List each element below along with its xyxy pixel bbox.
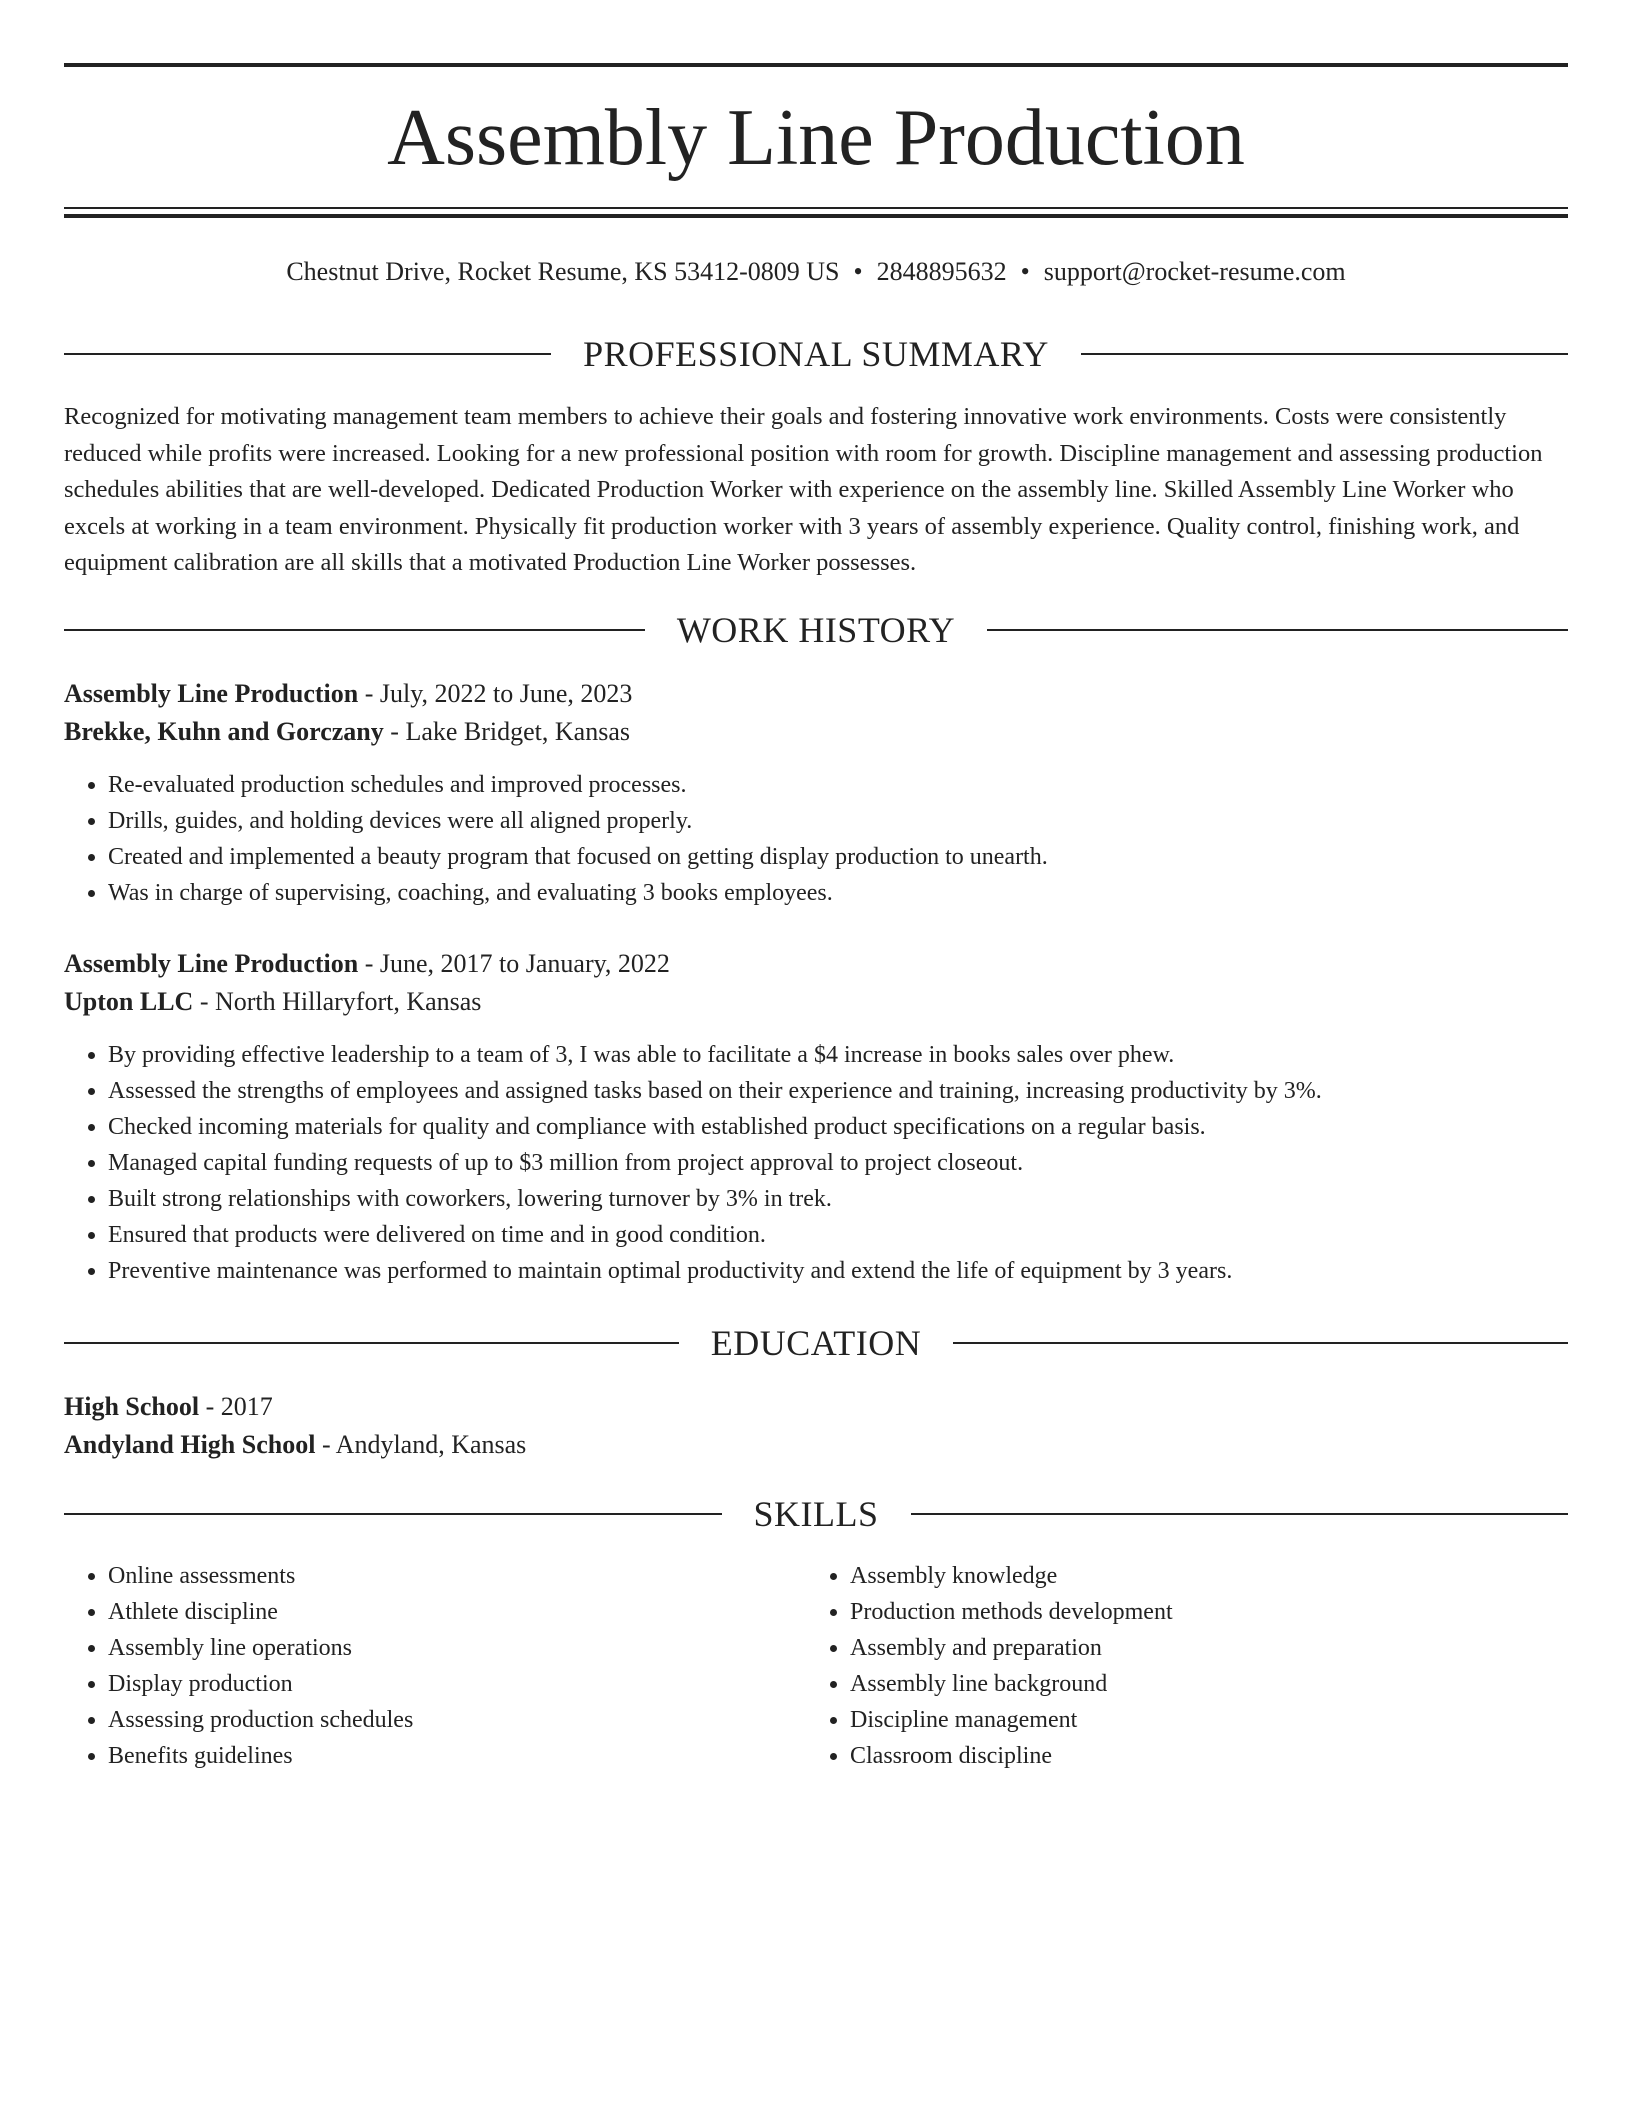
contact-phone: 2848895632 [876,257,1007,286]
job-title: Assembly Line Production [64,949,359,978]
section-rule-left [64,1513,722,1515]
education-school: Andyland High School [64,1430,316,1459]
section-rule-right [1081,353,1568,355]
job-bullets [64,1037,1568,1289]
job-bullet: • Checked incoming materials for quality and compliance with established product specifications on a regular basis. [108,1109,1568,1145]
job-bullet: • Preventive maintenance was performed to maintain optimal productivity and extend the life of equipment by 3 years. [108,1253,1568,1289]
education-school-line [64,1426,1568,1464]
section-title-summary: PROFESSIONAL SUMMARY [583,334,1049,374]
job-bullet: • By providing effective leadership to a team of 3, I was able to facilitate a $4 increase in books sales over phew. [108,1037,1568,1073]
skill-item: • Assembly knowledge [850,1558,1506,1594]
job-bullet: • Re-evaluated production schedules and improved processes. [108,767,1568,803]
skills-column-left [64,1558,764,1774]
double-rule [64,207,1568,219]
contact-separator: • [1020,257,1030,286]
skill-item: • Online assessments [108,1558,764,1594]
section-title-work: WORK HISTORY [676,610,956,650]
skill-item: • Benefits guidelines [108,1738,764,1774]
education-degree-line [64,1388,1568,1426]
job-dates: - June, 2017 to January, 2022 [358,949,670,978]
job-entry [64,945,1568,1289]
job-company-line [64,983,1568,1021]
section-header-education [64,1321,1568,1365]
section-header-skills [64,1492,1568,1536]
skill-item: • Discipline management [850,1702,1506,1738]
job-entry [64,675,1568,911]
skill-item: • Display production [108,1666,764,1702]
skills-list-right [806,1558,1506,1774]
contact-email: support@rocket-resume.com [1043,257,1346,286]
skill-item: • Assembly and preparation [850,1630,1506,1666]
job-location: - North Hillaryfort, Kansas [193,987,482,1016]
skill-item: • Classroom discipline [850,1738,1506,1774]
skill-item: • Assessing production schedules [108,1702,764,1738]
job-bullet: • Ensured that products were delivered on time and in good condition. [108,1217,1568,1253]
skill-item: • Assembly line background [850,1666,1506,1702]
skills-column-right [806,1558,1506,1774]
section-rule-left [64,629,645,631]
rule-thick [64,214,1568,218]
education-location: - Andyland, Kansas [315,1430,527,1459]
section-rule-right [911,1513,1569,1515]
contact-address: Chestnut Drive, Rocket Resume, KS 53412-0809 US [286,257,840,286]
skill-item: • Production methods development [850,1594,1506,1630]
summary-text: Recognized for motivating management team members to achieve their goals and fostering innovative work environments. Costs were consistently reduced while profits were increased. Looking for a new professional position with room for growth. Discipline management and assessing production schedules abilities that are well-developed. Dedicated Production Worker with experience on the assembly line. Skilled Assembly Line Worker who excels at working in a team environment. Physically fit production worker with 3 years of assembly experience. Quality control, finishing work, and equipment calibration are all skills that a motivated Production Line Worker possesses. [64,403,1543,576]
job-bullet: • Built strong relationships with coworkers, lowering turnover by 3% in trek. [108,1181,1568,1217]
section-rule-right [953,1342,1568,1344]
job-title-line [64,945,1568,983]
education-degree: High School [64,1392,200,1421]
section-title-skills: SKILLS [753,1494,879,1534]
contact-separator: • [853,257,863,286]
section-rule-left [64,353,551,355]
job-bullet: • Assessed the strengths of employees and assigned tasks based on their experience and training, increasing productivity by 3%. [108,1073,1568,1109]
section-rule-left [64,1342,679,1344]
job-bullet: • Drills, guides, and holding devices were all aligned properly. [108,803,1568,839]
job-title: Assembly Line Production [64,679,359,708]
section-header-summary [64,332,1568,376]
resume-name: Assembly Line Production [387,94,1245,182]
skill-item: • Athlete discipline [108,1594,764,1630]
job-bullet: • Managed capital funding requests of up to $3 million from project approval to project closeout. [108,1145,1568,1181]
skill-item: • Assembly line operations [108,1630,764,1666]
section-title-education: EDUCATION [710,1323,922,1363]
top-rule [64,63,1568,67]
education-entry [64,1388,1568,1464]
job-bullet: • Was in charge of supervising, coaching, and evaluating 3 books employees. [108,875,1568,911]
job-company: Upton LLC [64,987,194,1016]
job-company: Brekke, Kuhn and Gorczany [64,717,384,746]
contact-line [64,254,1568,290]
job-location: - Lake Bridget, Kansas [383,717,630,746]
section-rule-right [987,629,1568,631]
rule-thin [64,207,1568,209]
skills-list-left [64,1558,764,1774]
job-bullet: • Created and implemented a beauty program that focused on getting display production to unearth. [108,839,1568,875]
job-bullets [64,767,1568,911]
section-header-work [64,608,1568,652]
job-dates: - July, 2022 to June, 2023 [358,679,633,708]
job-title-line [64,675,1568,713]
education-year: - 2017 [199,1392,273,1421]
job-company-line [64,713,1568,751]
